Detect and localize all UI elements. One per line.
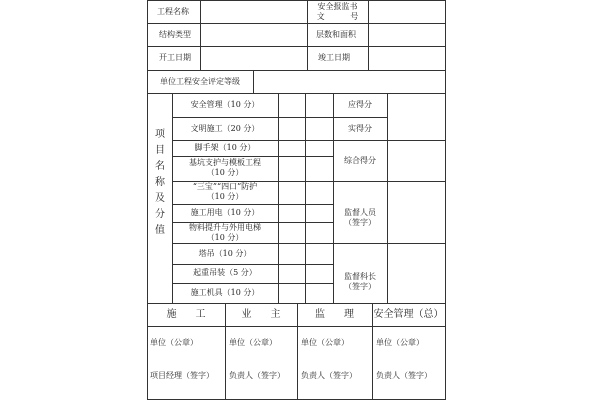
side-label-char: 目: [155, 145, 165, 156]
rule: [172, 156, 333, 157]
floors-area-label: 层数和面积: [316, 30, 356, 39]
item-row-label: [172, 158, 278, 178]
rule: [172, 243, 333, 244]
rule: [147, 0, 148, 400]
side-label-char: 值: [155, 225, 165, 236]
rule: [200, 0, 201, 70]
rule: [253, 70, 254, 93]
actual-score-label: 实得分: [348, 124, 372, 133]
rule: [333, 181, 446, 182]
chief-line1: 监督科长: [344, 272, 376, 281]
rule: [172, 140, 333, 141]
signoff-person-signature: 项目经理（签字）: [150, 371, 214, 380]
rule: [147, 0, 446, 1]
signoff-person-signature: 负责人（签字）: [301, 371, 357, 380]
rule: [333, 117, 387, 118]
side-label-char: 项: [155, 129, 165, 140]
signoff-title-supervision: 监 理: [314, 309, 355, 320]
rule: [368, 0, 369, 70]
rule: [387, 93, 388, 303]
items-side-label: [154, 127, 166, 239]
item-row-label-line2: （10 分）: [206, 168, 244, 177]
structure-type-label: 结构类型: [159, 30, 191, 39]
rule: [278, 93, 279, 303]
permit-number-label-line2: 文 号: [316, 12, 359, 21]
item-row-label: 脚手架（10 分）: [194, 143, 256, 152]
rule: [305, 93, 306, 303]
item-row-label: [172, 223, 278, 243]
permit-number-label: [307, 2, 368, 22]
rule: [147, 46, 446, 47]
item-row-label-line1: “三宝”“四口”防护: [192, 182, 258, 191]
rule: [172, 117, 333, 118]
start-date-label: 开工日期: [159, 53, 191, 62]
signoff-title-safety: 安全管理（总）: [373, 309, 444, 320]
item-row-label: 文明施工（20 分）: [190, 124, 260, 133]
supervisor-line2: （签字）: [344, 218, 376, 227]
side-label-char: 分: [155, 209, 165, 220]
item-row-label: [172, 182, 278, 202]
signoff-title-construction: 施 工: [166, 309, 206, 320]
signoff-unit-stamp: 单位（公章）: [301, 338, 349, 347]
item-row-label: 安全管理（10 分）: [190, 100, 260, 109]
side-label-char: 及: [155, 193, 165, 204]
signoff-unit-stamp: 单位（公章）: [376, 338, 424, 347]
rule: [172, 204, 333, 205]
permit-number-label-line1: 安全报监书: [317, 2, 358, 11]
item-row-label-line1: 物料提升与外用电梯: [189, 223, 261, 232]
rule: [147, 23, 446, 24]
item-row-label: 起重吊装（5 分）: [193, 268, 257, 277]
side-label-char: 称: [155, 177, 165, 188]
rule: [333, 140, 446, 141]
signoff-unit-stamp: 单位（公章）: [229, 338, 277, 347]
item-row-label: 塔吊（10 分）: [198, 249, 252, 258]
signoff-person-signature: 负责人（签字）: [376, 371, 432, 380]
item-row-label-line2: （10 分）: [206, 233, 244, 242]
rule: [333, 243, 446, 244]
total-score-label: 综合得分: [344, 156, 376, 165]
signoff-person-signature: 负责人（签字）: [229, 371, 285, 380]
signoff-unit-stamp: 单位（公章）: [150, 338, 198, 347]
item-row-label: 施工用电（10 分）: [190, 208, 260, 217]
signoff-title-owner: 业 主: [241, 309, 281, 320]
side-label-char: 名: [155, 161, 165, 172]
supervisor-line1: 监督人员: [344, 208, 376, 217]
due-score-label: 应得分: [348, 100, 372, 109]
safety-rating-label: 单位工程安全评定等级: [160, 77, 240, 86]
rule: [445, 0, 446, 400]
item-row-label-line1: 基坑支护与模板工程: [189, 158, 261, 167]
item-row-label: 施工机具（10 分）: [190, 288, 260, 297]
item-row-label-line2: （10 分）: [206, 192, 244, 201]
rule: [172, 264, 333, 265]
chief-line2: （签字）: [344, 282, 376, 291]
chief-signature-label: [333, 272, 387, 292]
project-name-label: 工程名称: [157, 7, 189, 16]
rule: [147, 70, 446, 71]
rule: [172, 283, 333, 284]
rule: [147, 93, 446, 94]
completion-date-label: 竣工日期: [318, 53, 350, 62]
supervisor-signature-label: [333, 208, 387, 228]
